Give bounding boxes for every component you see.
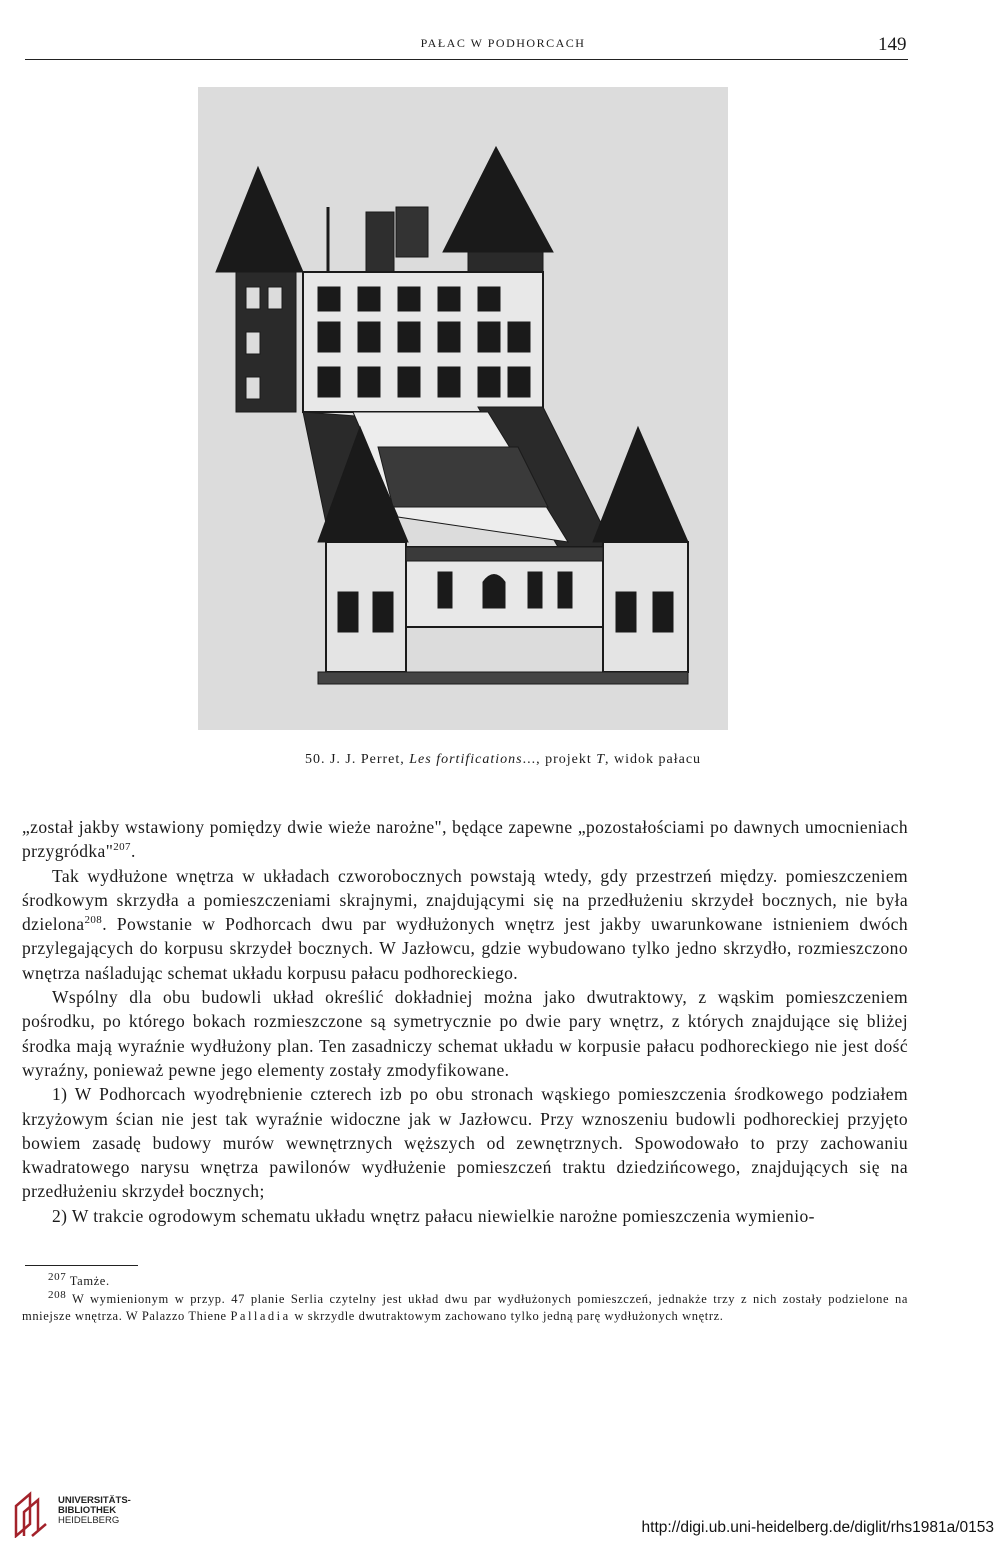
gateway: [483, 575, 505, 609]
palace-engraving: [198, 87, 728, 730]
library-name: UNIVERSITÄTS- BIBLIOTHEK HEIDELBERG: [58, 1495, 131, 1526]
rear-right-tower-roof: [443, 147, 553, 252]
paragraph: „został jakby wstawiony pomiędzy dwie wieże narożne", będące zapewne „pozostałościami po dawnych umocnieniach przygródka"$^{207}$.: [22, 817, 908, 862]
digitization-footer: [0, 1482, 1006, 1551]
running-title: PAŁAC W PODHORCACH: [420, 36, 586, 50]
figure-caption: 50. J. J. Perret, Les fortifications..., projekt T, widok pałacu: [304, 752, 702, 767]
courtyard: [378, 447, 548, 507]
header-rule: [25, 59, 908, 60]
paragraph: Tak wydłużone wnętrza w układach czworobocznych powstają wtedy, gdy przestrzeń między. pomieszczeniem środkowym skrzydła a pomieszczeniami skrajnymi, znajdującymi się na przedłużeniu skrzydeł bocznych, nie była dzielona$^{208}$. Powstanie w Podhorcach dwu par wydłużonych wnętrz jest jakby uwarunkowane istnieniem dwóch przylegających do korpusu skrzydeł bocznych. W Jazłowcu, gdzie wybudowano tylko jedno skrzydło, rozmieszczono wnętrza naśladując schemat układu korpusu pałacu podhoreckiego.: [22, 865, 908, 983]
rear-left-tower-body: [236, 272, 296, 412]
front-right-pavilion-roof: [593, 427, 688, 542]
body-text: [22, 815, 908, 1228]
page-number: 149: [878, 34, 907, 55]
footnote-ref: 208: [84, 914, 103, 927]
footnote-208: $^{208}$ W wymienionym w przyp. 47 planie Serlia czytelny jest układ dwu par wydłużonych pomieszczeń, jednakże trzy z nich zostały podzielone na mniejsze wnętrza. W Palazzo Thiene Palladia w skrzydle dwutraktowym zachowano tylko jedną parę wydłużonych wnętrz.: [22, 1288, 908, 1323]
rear-left-tower-roof: [216, 167, 303, 272]
footnote-207: $^{207}$ Tamże.: [48, 1270, 110, 1288]
paragraph: Wspólny dla obu budowli układ określić dokładniej można jako dwutraktowy, z wąskim pomieszczeniem pośrodku, po którego bokach rozmieszczone są symetrycznie po dwie pary wnętrz, z których znajdujące się bliżej środka mają wyraźnie wydłużony plan. Ten zasadniczy schemat układu w korpusie pałacu podhoreckiego nie jest dość wyraźny, ponieważ pewne jego elementy zostały zmodyfikowane.: [22, 987, 908, 1080]
source-url-link[interactable]: http://digi.ub.uni-heidelberg.de/diglit/rhs1981a/0153: [641, 1519, 994, 1536]
library-logo-icon[interactable]: [12, 1490, 52, 1538]
figure-plate: [198, 87, 728, 730]
footnote-ref: 207: [113, 841, 131, 854]
paragraph: 1) W Podhorcach wyodrębnienie czterech izb po obu stronach wąskiego pomieszczenia środkowego podziałem krzyżowym ścian nie jest tak wyraźnie widoczne jak w Jazłowcu. Przy wznoszeniu budowli podhoreckiej przyjęto bowiem zasadę budowy murów wewnętrznych węższych od zewnętrznych. Spowodowało to przy zachowaniu kwadratowego narysu wnętrza pawilonów wydłużenie pomieszczeń traktu dziedzińcowego, znajdujących się na przedłużeniu skrzydeł bocznych;: [22, 1084, 908, 1202]
paragraph: 2) W trakcie ogrodowym schematu układu wnętrz pałacu niewielkie narożne pomieszczenia wymienio-: [52, 1205, 815, 1226]
footnotes: [22, 1270, 908, 1326]
footnote-rule: [25, 1265, 138, 1266]
